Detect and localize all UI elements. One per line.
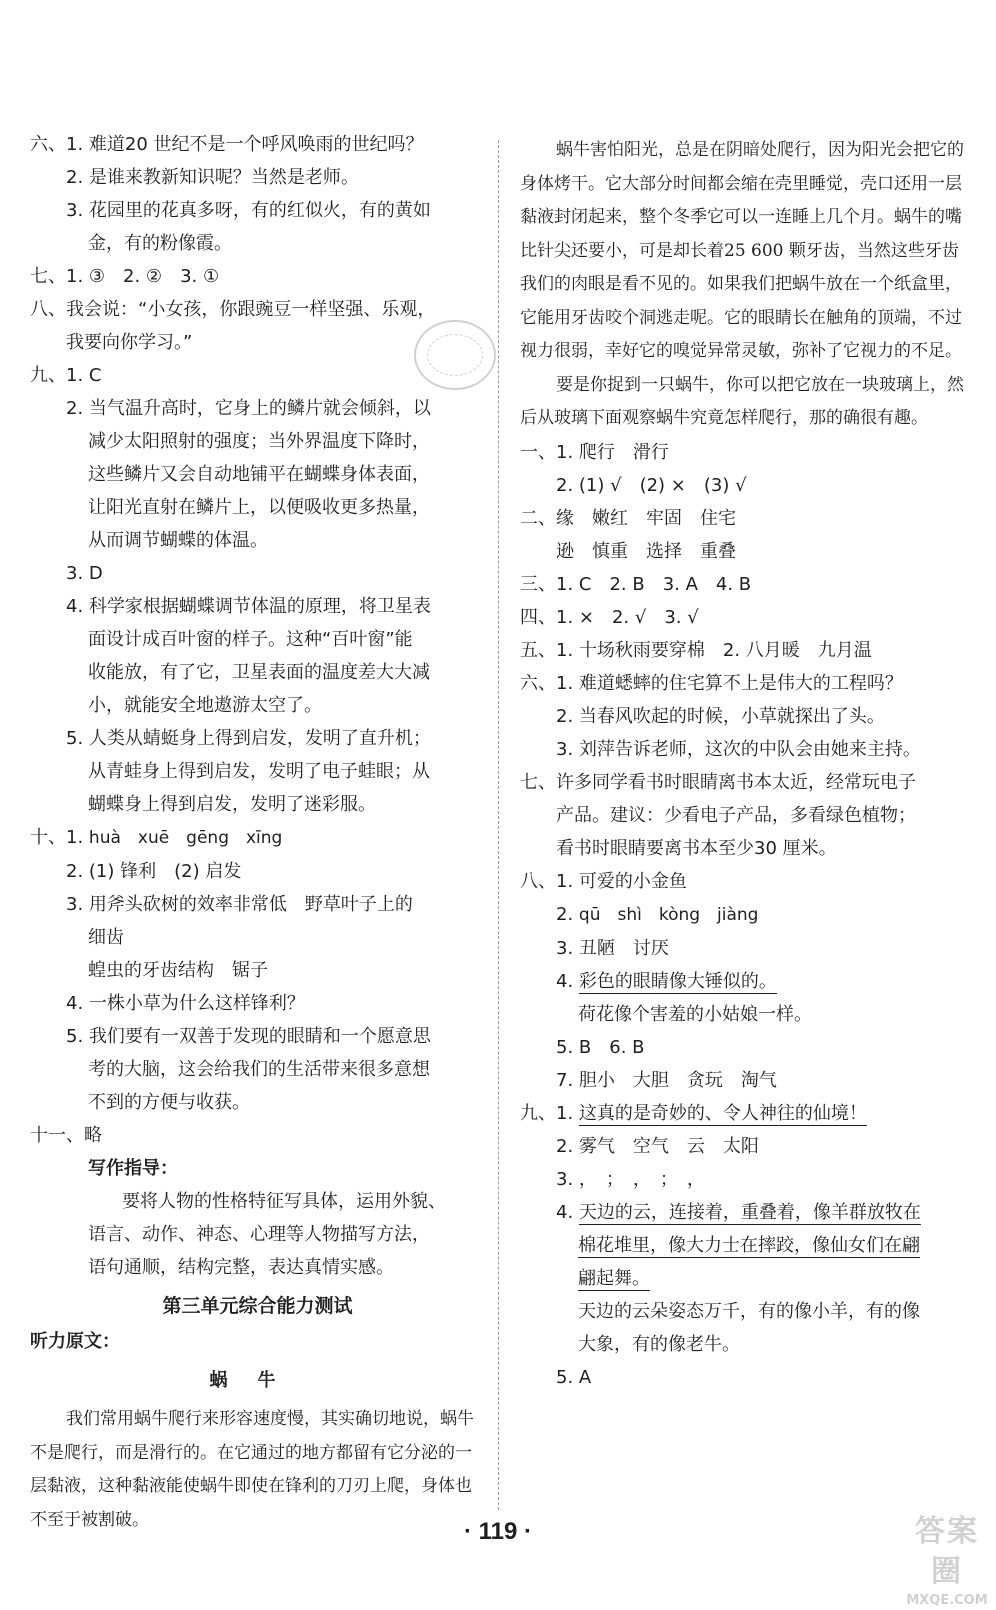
story-title: 蜗牛 xyxy=(209,1370,306,1391)
left-column xyxy=(30,128,485,1537)
answer-line: 六、1. 难道蟋蟀的住宅算不上是伟大的工程吗？ xyxy=(520,672,903,694)
answer-line: 不到的方便与收获。 xyxy=(88,1092,250,1113)
answer-line: 5. A xyxy=(556,1366,592,1388)
answer-line: 二、缘 嫩红 牢固 住宅 xyxy=(520,507,736,529)
underlined-answer-line: 棉花堆里，像大力士在摔跤，像仙女们在翩 xyxy=(578,1234,920,1256)
answer-line: 三、1. C 2. B 3. A 4. B xyxy=(520,573,752,595)
story-paragraph: 要是你捉到一只蜗牛，你可以把它放在一块玻璃上，然后从玻璃下面观察蜗牛究竟怎样爬行，那的确很有趣。 xyxy=(520,374,964,428)
underlined-sentence: 这真的是奇妙的、令人神往的仙境！ xyxy=(578,1102,867,1124)
pinyin-text: qū shì kòng jiàng xyxy=(578,904,759,925)
pinyin-text: huà xuē gēng xīng xyxy=(88,828,283,848)
answer-line: 2. (1) 锋利 (2) 启发 xyxy=(66,861,242,882)
answer-line: 我要向你学习。” xyxy=(66,332,193,353)
page-number: · 119 · xyxy=(463,1518,533,1545)
answer-line: 天边的云朵姿态万千，有的像小羊，有的像 xyxy=(578,1300,920,1322)
answer-line: 让阳光直射在鳞片上，以便吸收更多热量， xyxy=(88,497,430,518)
answer-line: 十一、略 xyxy=(30,1125,102,1146)
answer-line: 5. 我们要有一双善于发现的眼睛和一个愿意思 xyxy=(66,1026,431,1047)
pinyin-answer-line xyxy=(30,821,485,855)
answer-line: 考的大脑，这会给我们的生活带来很多意想 xyxy=(88,1059,430,1080)
answer-line: 小，就能安全地遨游太空了。 xyxy=(88,695,322,716)
answer-line: 九、1. C xyxy=(30,365,102,386)
answer-line: 3. 用斧头砍树的效率非常低 野草叶子上的 xyxy=(66,894,413,915)
answer-line: 七、1. ③ 2. ② 3. ① xyxy=(30,266,220,287)
answer-line: 看书时眼睛要离书本至少30 厘米。 xyxy=(556,837,837,859)
stamp-watermark-icon xyxy=(414,320,496,390)
answer-line: 六、1. 难道20 世纪不是一个呼风唤雨的世纪吗？ xyxy=(30,134,424,155)
answer-line: 八、1. 可爱的小金鱼 xyxy=(520,870,687,892)
underlined-answer-line xyxy=(520,965,975,998)
underlined-answer-line xyxy=(520,1097,975,1130)
underlined-sentence: 天边的云，连接着，重叠着，像羊群放牧在 xyxy=(578,1201,921,1223)
answer-line: 产品。建议：少看电子产品，多看绿色植物； xyxy=(556,804,916,826)
section-title: 第三单元综合能力测试 xyxy=(162,1295,353,1317)
answer-line: 面设计成百叶窗的样子。这种“百叶窗”能 xyxy=(88,629,413,650)
answer-line: 5. 人类从蜻蜓身上得到启发，发明了直升机； xyxy=(66,728,431,749)
answer-line: 3. 花园里的花真多呀，有的红似火，有的黄如 xyxy=(66,200,431,221)
watermark-url-text: MXQE.COM xyxy=(906,1593,988,1608)
column-divider xyxy=(498,140,499,1510)
answer-line: 3. 刘萍告诉老师，这次的中队会由她来主持。 xyxy=(556,738,921,760)
answer-line: 从青蛙身上得到启发，发明了电子蛙眼；从 xyxy=(88,761,430,782)
answer-line: 蝗虫的牙齿结构 锯子 xyxy=(88,960,268,981)
answer-line: 7. 胆小 大胆 贪玩 淘气 xyxy=(556,1069,777,1091)
answer-line: 一、1. 爬行 滑行 xyxy=(520,441,669,463)
listening-label: 听力原文： xyxy=(30,1331,120,1352)
answer-line: 七、许多同学看书时眼睛离书本太近，经常玩电子 xyxy=(520,771,916,793)
question-number: 4. xyxy=(556,1201,574,1223)
answer-line: 3. ， ； ， ； ， xyxy=(556,1168,705,1190)
answer-line: 金，有的粉像霞。 xyxy=(88,233,232,254)
answer-line: 五、1. 十场秋雨要穿棉 2. 八月暖 九月温 xyxy=(520,639,872,661)
answer-line: 2. 是谁来教新知识呢？当然是老师。 xyxy=(66,167,359,188)
answer-line: 荷花像个害羞的小姑娘一样。 xyxy=(578,1003,812,1025)
answer-line: 2. 当气温升高时，它身上的鳞片就会倾斜，以 xyxy=(66,398,431,419)
underlined-answer-line: 翩起舞。 xyxy=(578,1267,650,1289)
answer-line: 逊 慎重 选择 重叠 xyxy=(556,540,736,562)
answer-line: 语言、动作、神态、心理等人物描写方法， xyxy=(88,1224,430,1245)
answer-line: 4. 一株小草为什么这样锋利？ xyxy=(66,993,305,1014)
answer-line: 从而调节蝴蝶的体温。 xyxy=(88,530,268,551)
answer-line: 3. 丑陋 讨厌 xyxy=(556,937,669,959)
underlined-answer-line xyxy=(520,1196,975,1229)
answer-line: 3. D xyxy=(66,563,103,584)
answer-line: 收能放，有了它，卫星表面的温度差大大减 xyxy=(88,662,430,683)
pinyin-answer-line xyxy=(520,898,975,932)
site-watermark-logo xyxy=(905,1512,989,1608)
answer-line: 四、1. × 2. √ 3. √ xyxy=(520,606,699,628)
answer-line: 减少太阳照射的强度；当外界温度下降时， xyxy=(88,431,430,452)
writing-guide-label: 写作指导： xyxy=(88,1158,178,1179)
answer-line: 八、我会说：“小女孩，你跟豌豆一样坚强、乐观， xyxy=(30,299,436,320)
watermark-logo-text: 答案圈 xyxy=(915,1514,979,1589)
answer-line: 这些鳞片又会自动地铺平在蝴蝶身体表面， xyxy=(88,464,430,485)
right-column xyxy=(520,134,975,1394)
answer-line: 要将人物的性格特征写具体，运用外貌、 xyxy=(122,1191,446,1212)
answer-line: 大象，有的像老牛。 xyxy=(578,1333,740,1355)
answer-line: 2. 雾气 空气 云 太阳 xyxy=(556,1135,759,1157)
answer-line: 细齿 xyxy=(88,927,124,948)
answer-line: 5. B 6. B xyxy=(556,1036,645,1058)
answer-line: 2. (1) √ (2) × (3) √ xyxy=(556,474,747,496)
answer-line: 语句通顺，结构完整，表达真情实感。 xyxy=(88,1257,394,1278)
question-number: 十、1. xyxy=(30,827,84,848)
answer-line: 4. 科学家根据蝴蝶调节体温的原理，将卫星表 xyxy=(66,596,431,617)
underlined-sentence: 彩色的眼睛像大锤似的。 xyxy=(578,970,777,992)
story-paragraph: 蜗牛害怕阳光，总是在阴暗处爬行，因为阳光会把它的身体烤干。它大部分时间都会缩在壳里睡觉，壳口还用一层黏液封闭起来，整个冬季它可以一连睡上几个月。蜗牛的嘴比针尖还要小，可是却长着25 600 颗牙齿，当然这些牙齿我们的肉眼是看不见的。如果我们把蜗牛放在一个纸盒里，它能用牙齿咬个洞逃走呢。它的眼睛长在触角的顶端，不过视力很弱，幸好它的嗅觉异常灵敏，弥补了它视力的不足。 xyxy=(520,140,964,361)
story-paragraph: 我们常用蜗牛爬行来形容速度慢，其实确切地说，蜗牛不是爬行，而是滑行的。在它通过的地方都留有它分泌的一层黏液，这种黏液能使蜗牛即使在锋利的刀刃上爬，身体也不至于被割破。 xyxy=(30,1409,474,1530)
question-number: 2. xyxy=(556,903,574,925)
question-number: 九、1. xyxy=(520,1102,574,1124)
answer-line: 蝴蝶身上得到启发，发明了迷彩服。 xyxy=(88,794,376,815)
answer-line: 2. 当春风吹起的时候，小草就探出了头。 xyxy=(556,705,885,727)
question-number: 4. xyxy=(556,970,574,992)
